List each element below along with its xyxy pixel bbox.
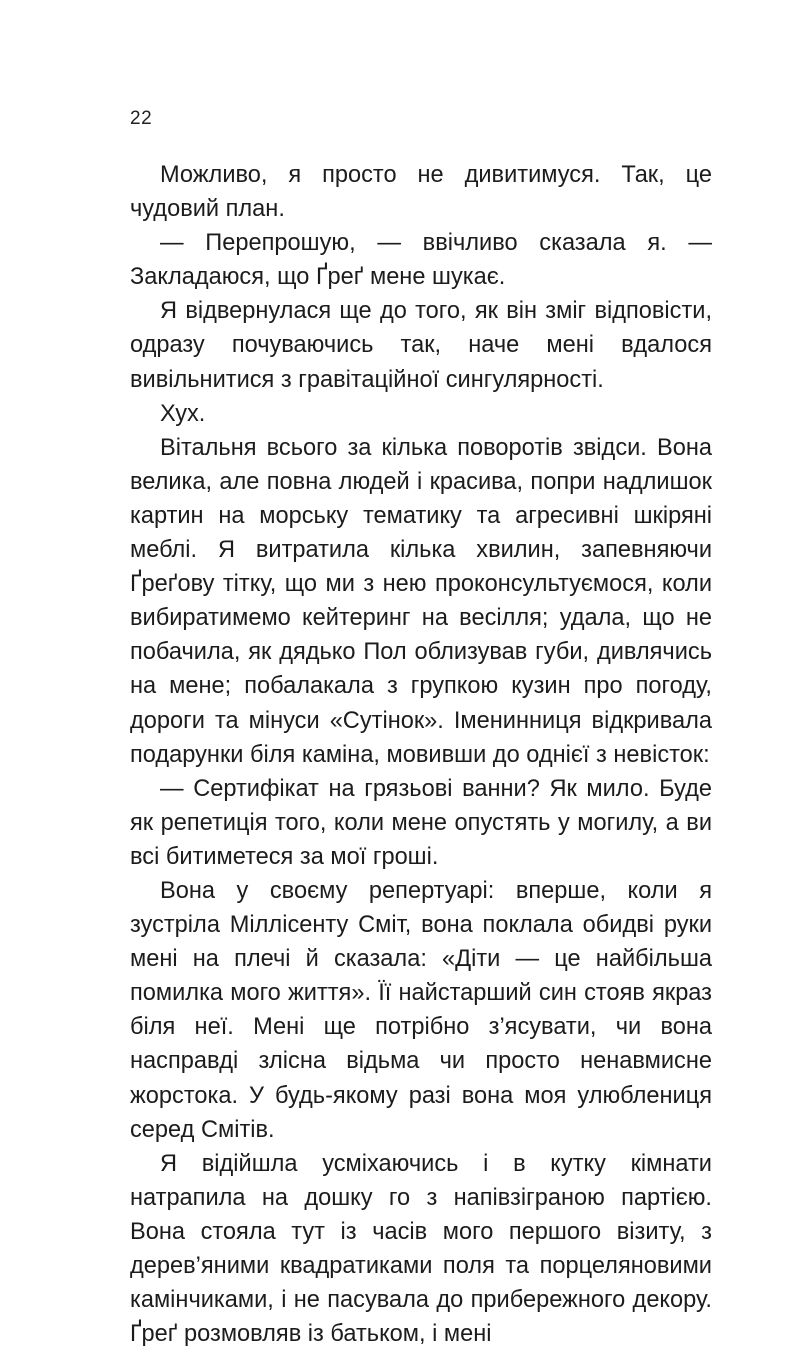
paragraph-7: Вона у своєму репертуарі: вперше, коли я зустріла Міллісенту Сміт, вона поклала обидві руки мені на плечі й сказала: «Діти — це найбільша помилка мого життя». Її найстарший син стояв якраз біля неї. Мені ще потрібно з’ясувати, чи вона насправді злісна відьма чи просто ненавмисне жорстока. У будь-якому разі вона моя улюблениця серед Смітів. [130,877,712,1143]
paragraph-8: Я відійшла усміхаючись і в кутку кімнати натрапила на дошку го з напівзіграною партією. Вона стояла тут із часів мого першого візиту, з дерев’яними квадратиками поля та порцеляновими камінчиками, і не пасувала до прибережного декору. Ґреґ розмовляв із батьком, і мені [130,1150,712,1348]
paragraph-5: Вітальня всього за кілька поворотів звідси. Вона велика, але повна людей і красива, попри надлишок картин на морську тематику та агресивні шкіряні меблі. Я витратила кілька хвилин, запевняючи Ґреґову тітку, що ми з нею проконсультуємося, коли вибиратимемо кейтеринг на весілля; удала, що не побачила, як дядько Пол облизував губи, дивлячись на мене; побалакала з групкою кузин про погоду, дороги та мінуси «Сутінок». Іменинниця відкривала подарунки біля каміна, мовивши до однієї з невісток: [130,434,712,768]
paragraph-3: Я відвернулася ще до того, як він зміг відповісти, одразу почуваючись так, наче мені вдалося вивільнитися з гравітаційної сингулярності. [130,298,712,393]
paragraph-1: Можливо, я просто не дивитимуся. Так, це чудовий план. [130,162,712,223]
paragraph-2: — Перепрошую, — ввічливо сказала я. — Закладаюся, що Ґреґ мене шукає. [130,230,712,291]
paragraph-4: Хух. [160,400,206,427]
body-text [130,158,712,1351]
paragraph-6: — Сертифікат на грязьові ванни? Як мило. Буде як репетиція того, коли мене опустять у могилу, а ви всі битиметеся за мої гроші. [130,775,712,870]
page-number: 22 [130,108,153,129]
